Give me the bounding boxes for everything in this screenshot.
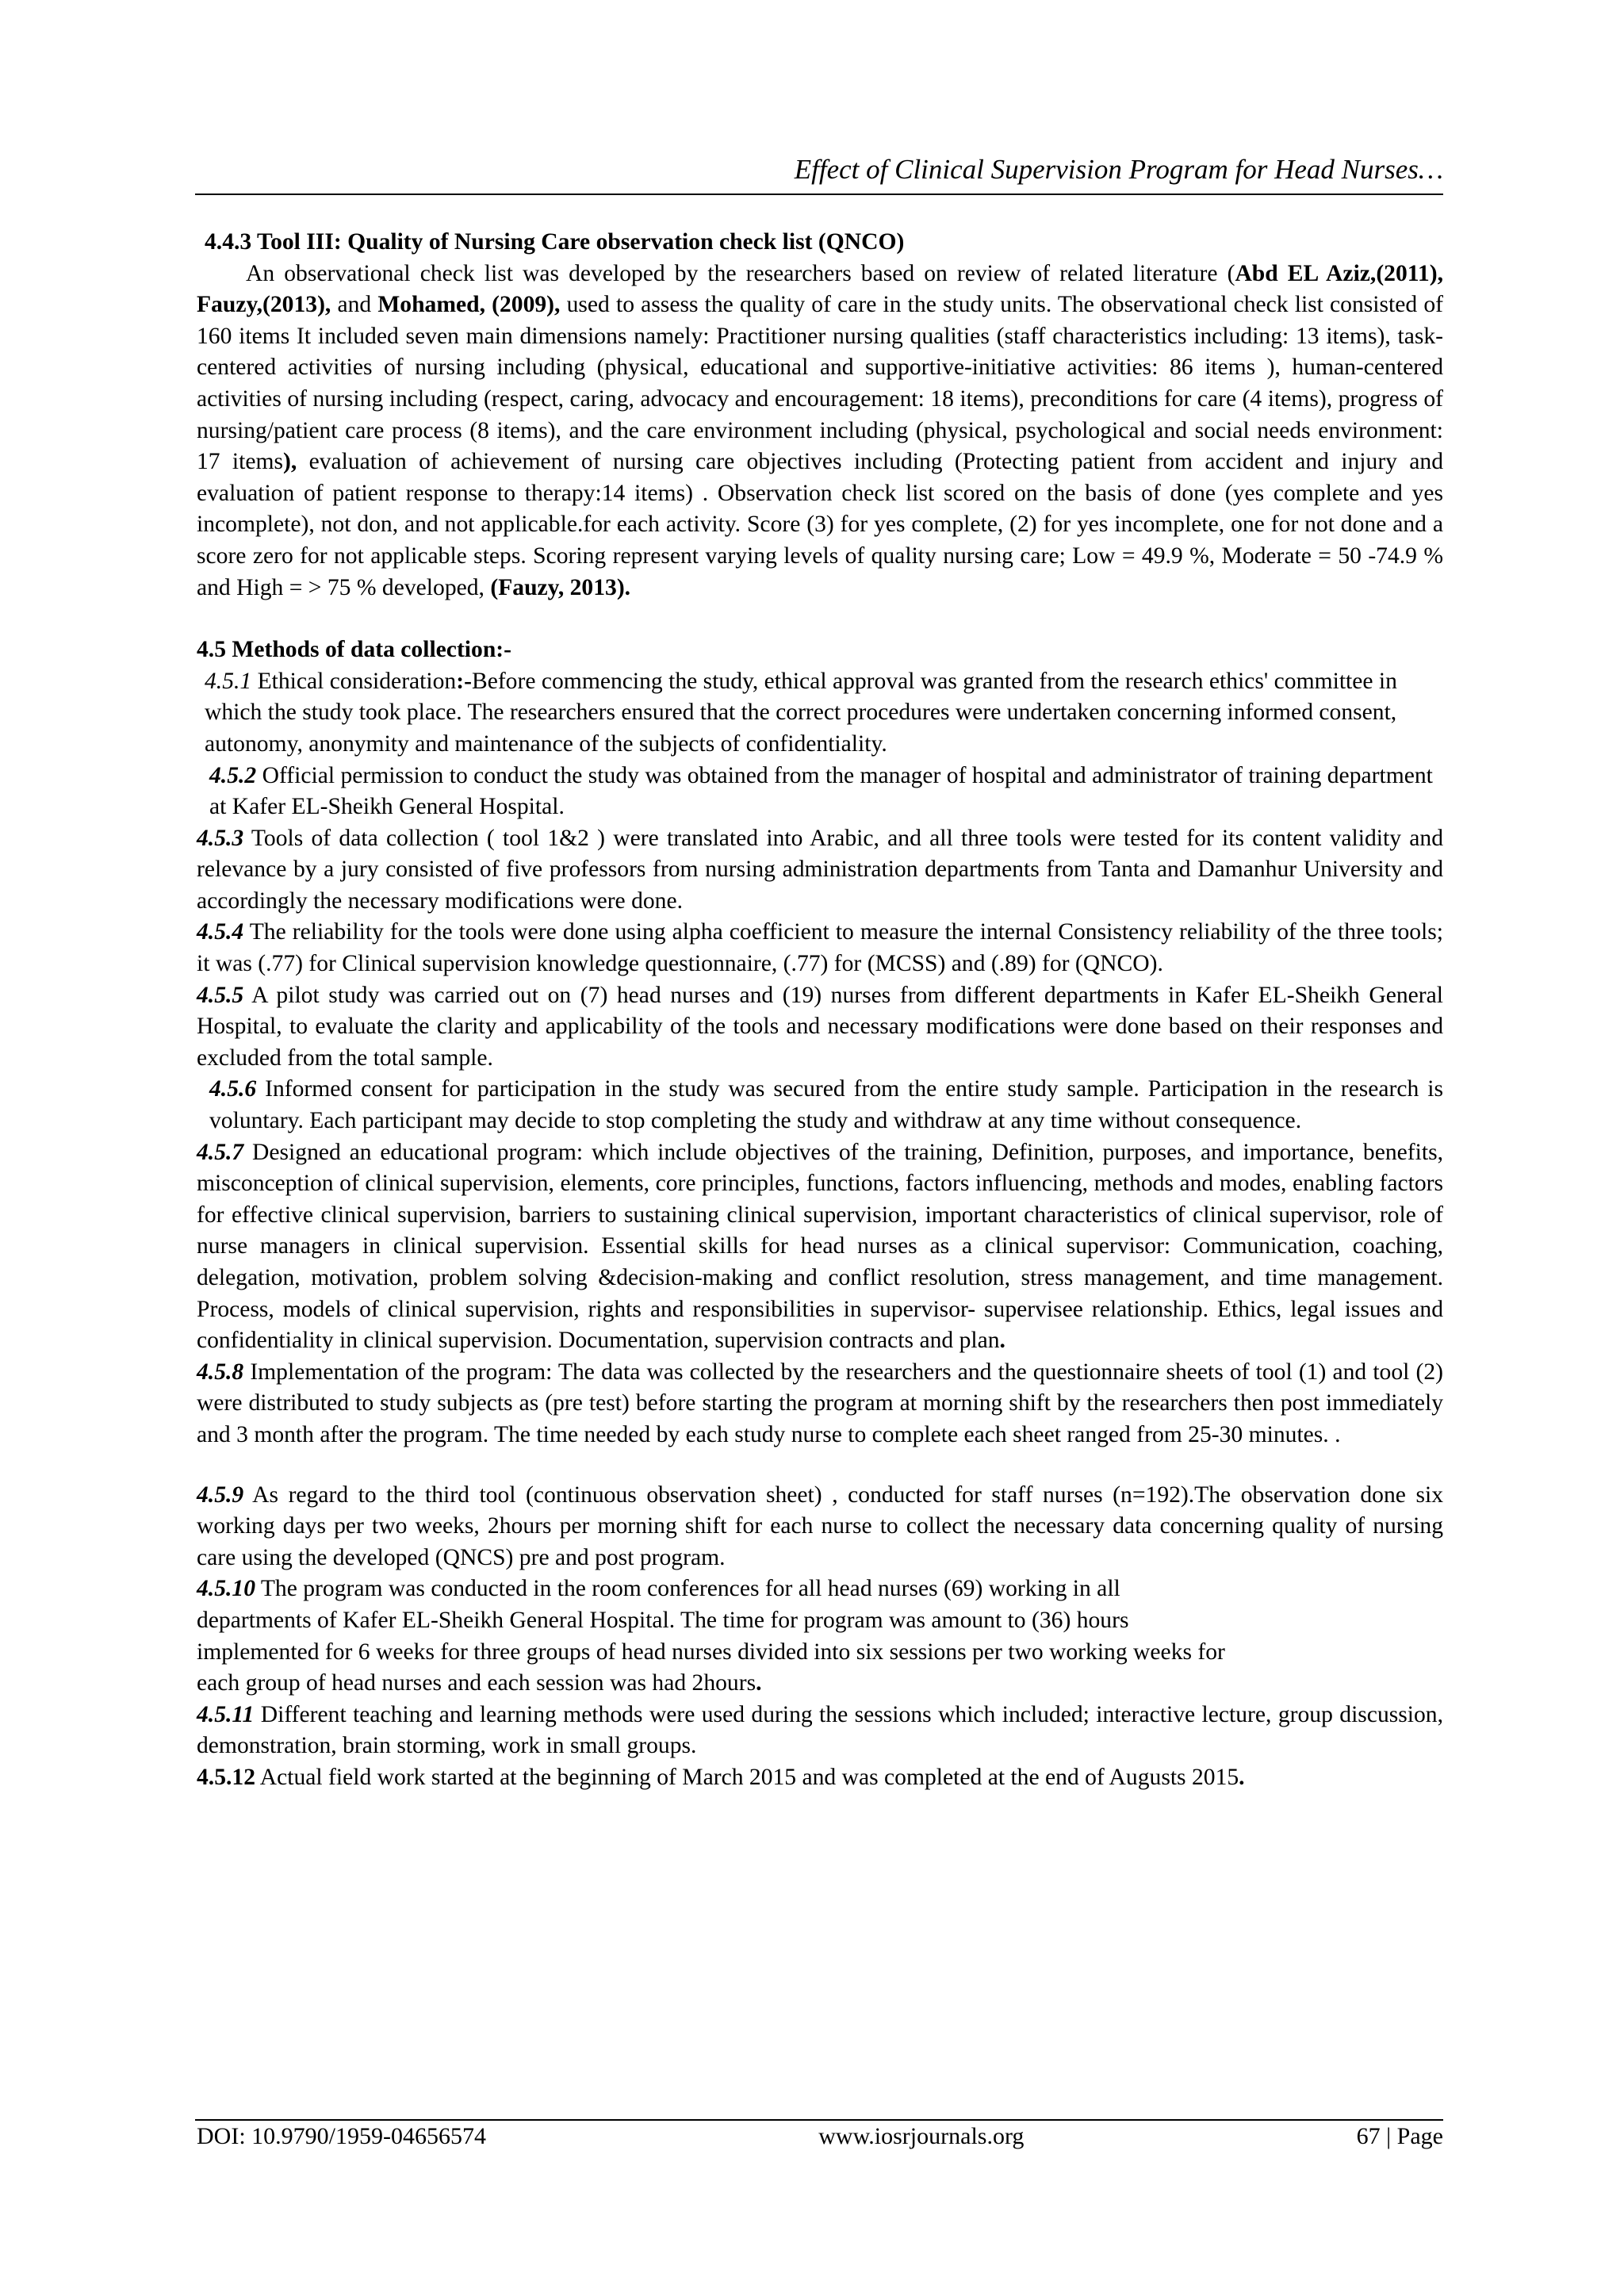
paragraph-4-5-10: 4.5.10 The program was conducted in the room conferences for all head nurses (69) working in all departments of Kafer EL-Sheikh General Hospital. The time for program was amount to (36) hours implemented for 6 weeks for three groups of head nurses divided into six sessions per two working weeks for each group of head nurses and each session was had 2hours. — [197, 1576, 1225, 1696]
paragraph-tool-iii: An observational check list was developed by the researchers based on review of related literature (Abd EL Aziz,(2011), Fauzy,(2013), and Mohamed, (2009), used to assess the quality of care in the study units. The observational check list consisted of 160 items It included seven main dimensions namely: Practitioner nursing qualities (staff characteristics including: 13 items), task-centered activities of nursing including (physical, educational and supportive-initiative activities: 86 items ), human-centered activities of nursing including (respect, caring, advocacy and encouragement: 18 items), preconditions for care (4 items), progress of nursing/patient care process (8 items), and the care environment including (physical, psychological and social needs environment: 17 items), evaluation of achievement of nursing care objectives including (Protecting patient from accident and injury and evaluation of patient response to therapy:14 items) . Observation check list scored on the basis of done (yes complete and yes incomplete), not don, and not applicable.for each activity. Score (3) for yes complete, (2) for yes incomplete, one for not done and a score zero for not applicable steps. Scoring represent varying levels of quality nursing care; Low = 49.9 %, Moderate = 50 -74.9 % and High = > 75 % developed, (Fauzy, 2013). — [197, 260, 1443, 600]
section-heading-4-4-3: 4.4.3 Tool III: Quality of Nursing Care observation check list (QNCO) — [205, 229, 905, 255]
section-heading-4-5: 4.5 Methods of data collection:- — [197, 637, 511, 663]
paragraph-4-5-5: 4.5.5 A pilot study was carried out on (7) head nurses and (19) nurses from different departments in Kafer EL-Sheikh General Hospital, to evaluate the clarity and applicability of the tools and necessary modifications were done based on their responses and excluded from the total sample. — [197, 982, 1443, 1071]
spacer — [197, 1451, 1443, 1480]
paragraph-4-5-3: 4.5.3 Tools of data collection ( tool 1&2 ) were translated into Arabic, and all three tools were tested for its content validity and relevance by a jury consisted of five professors from nursing administration departments from Tanta and Damanhur University and accordingly the necessary modifications were done. — [197, 825, 1443, 914]
spacer — [197, 604, 1443, 634]
journal-site-link[interactable]: www.iosrjournals.org — [818, 2123, 1025, 2149]
paragraph-4-5-1: 4.5.1 Ethical consideration:-Before commencing the study, ethical approval was granted from the research ethics' committee in which the study took place. The researchers ensured that the correct procedures were undertaken concerning informed consent, autonomy, anonymity and maintenance of the subjects of confidentiality. — [205, 668, 1397, 757]
header-rule — [195, 194, 1443, 195]
doi-text: DOI: 10.9790/1959-04656574 — [197, 2123, 486, 2149]
running-title: Effect of Clinical Supervision Program for Head Nurses… — [794, 154, 1443, 185]
paragraph-4-5-4: 4.5.4 The reliability for the tools were done using alpha coefficient to measure the internal Consistency reliability of the three tools; it was (.77) for Clinical supervision knowledge questionnaire, (.77) for (MCSS) and (.89) for (QNCO). — [197, 919, 1443, 977]
paragraph-4-5-6: 4.5.6 Informed consent for participation in the study was secured from the entire study sample. Participation in the research is voluntary. Each participant may decide to stop completing the study and withdraw at any time without consequence. — [209, 1076, 1443, 1134]
page-number: 67 | Page — [1356, 2123, 1443, 2149]
page-footer — [197, 2121, 1443, 2152]
paragraph-4-5-11: 4.5.11 Different teaching and learning methods were used during the sessions which included; interactive lecture, group discussion, demonstration, brain storming, work in small groups. — [197, 1701, 1443, 1759]
paragraph-4-5-9: 4.5.9 As regard to the third tool (continuous observation sheet) , conducted for staff nurses (n=192).The observation done six working days per two weeks, 2hours per morning shift for each nurse to collect the necessary data concerning quality of nursing care using the developed (QNCS) pre and post program. — [197, 1481, 1443, 1570]
paragraph-4-5-7: 4.5.7 Designed an educational program: which include objectives of the training, Definition, purposes, and importance, benefits, misconception of clinical supervision, elements, core principles, functions, factors influencing, methods and modes, enabling factors for effective clinical supervision, barriers to sustaining clinical supervision, important characteristics of clinical supervisor, role of nurse managers in clinical supervision. Essential skills for head nurses as a clinical supervisor: Communication, coaching, delegation, motivation, problem solving &decision-making and conflict resolution, stress management, and time management. Process, models of clinical supervision, rights and responsibilities in supervisor- supervisee relationship. Ethics, legal issues and confidentiality in clinical supervision. Documentation, supervision contracts and plan. — [197, 1139, 1443, 1354]
page-body — [197, 227, 1443, 1794]
paragraph-4-5-12: 4.5.12 Actual field work started at the beginning of March 2015 and was completed at the end of Augusts 2015. — [197, 1764, 1245, 1790]
paragraph-4-5-8: 4.5.8 Implementation of the program: The data was collected by the researchers and the questionnaire sheets of tool (1) and tool (2) were distributed to study subjects as (pre test) before starting the program at morning shift by the researchers then post immediately and 3 month after the program. The time needed by each study nurse to complete each sheet ranged from 25-30 minutes. . — [197, 1359, 1443, 1447]
paragraph-4-5-2: 4.5.2 Official permission to conduct the study was obtained from the manager of hospital and administrator of training department at Kafer EL-Sheikh General Hospital. — [209, 762, 1433, 820]
